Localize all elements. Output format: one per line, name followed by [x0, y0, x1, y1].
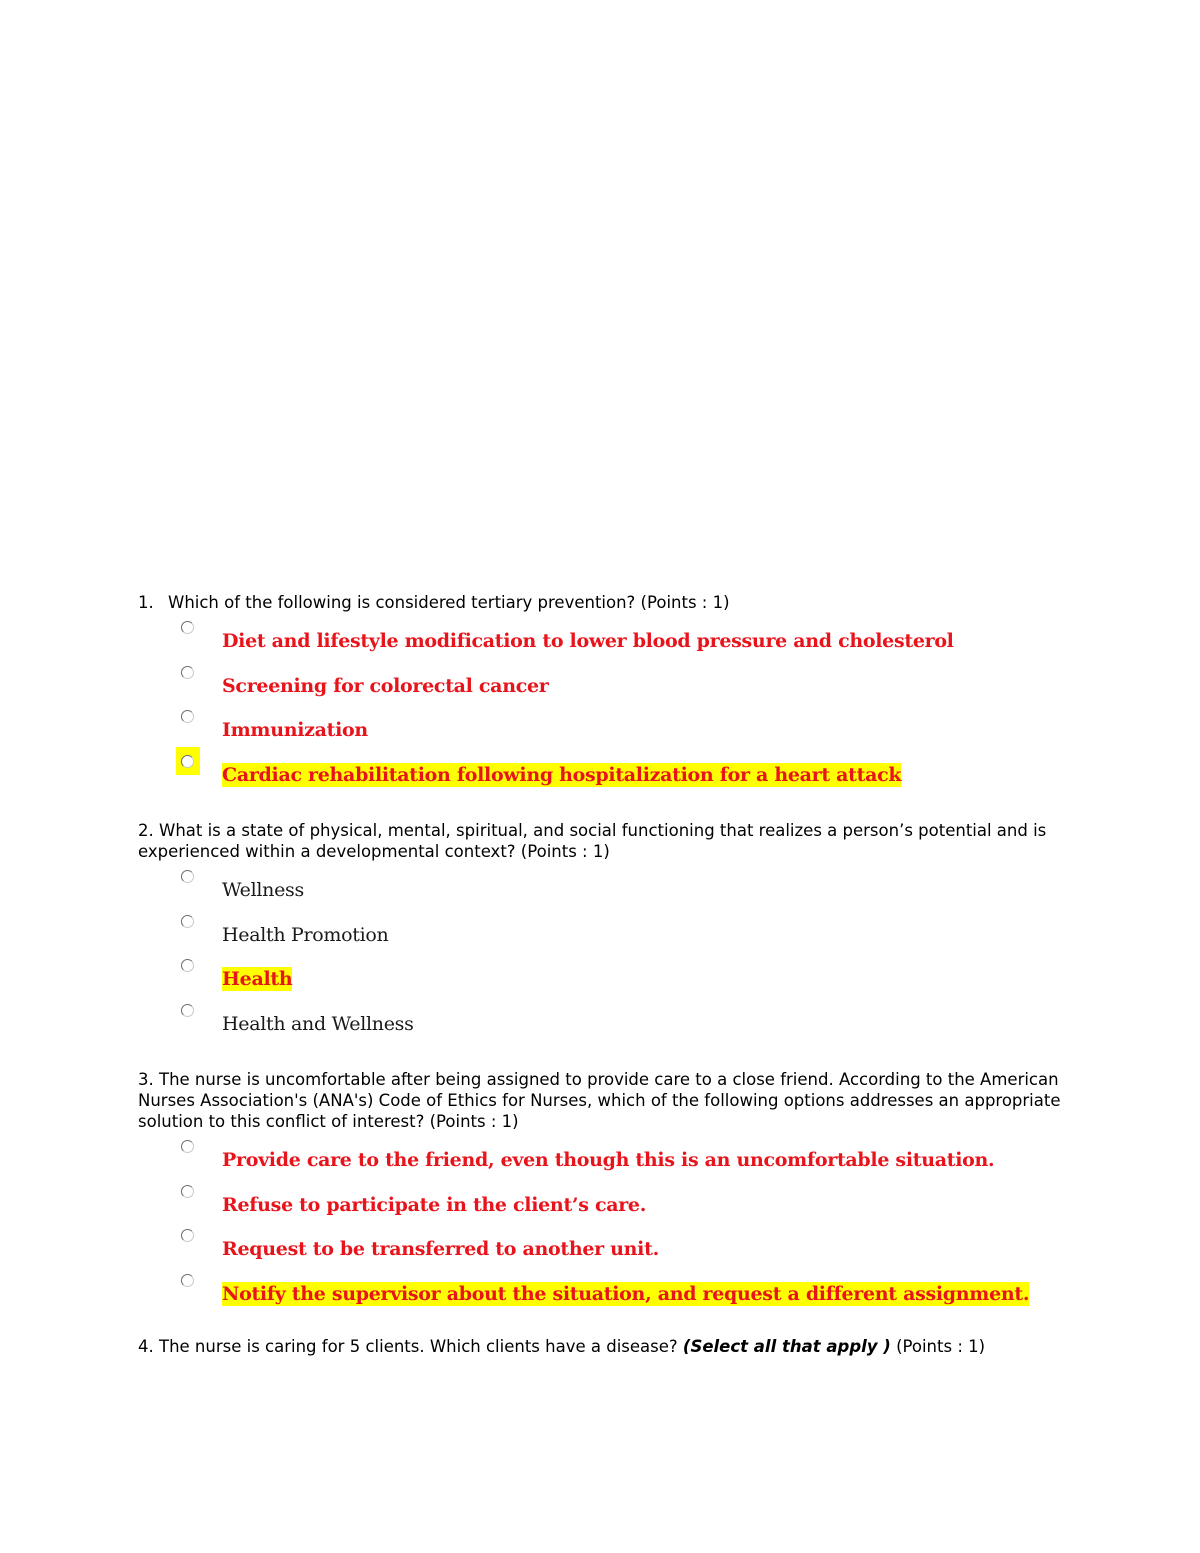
question-1-text [138, 592, 1068, 613]
option-label: Immunization [222, 719, 368, 741]
question-3-options [138, 1140, 1068, 1318]
question-4-prompt: The nurse is caring for 5 clients. Which clients have a disease? [159, 1337, 678, 1356]
option-label: Wellness [222, 879, 304, 901]
question-1-prompt: Which of the following is considered tertiary prevention? (Points : 1) [168, 593, 730, 612]
option-label: Health and Wellness [222, 1012, 414, 1035]
select-all-note: (Select all that apply ) [682, 1337, 891, 1356]
option-1c[interactable] [138, 710, 1068, 755]
question-2-number: 2. [138, 821, 154, 840]
option-1a[interactable] [138, 621, 1068, 666]
question-4-number: 4. [138, 1337, 154, 1356]
question-4-text [138, 1336, 1068, 1357]
radio-button[interactable] [181, 870, 194, 883]
option-2b[interactable] [138, 915, 1068, 960]
question-2-text [138, 820, 1068, 862]
radio-button[interactable] [181, 1140, 194, 1153]
option-label: Refuse to participate in the client’s care. [222, 1193, 647, 1216]
radio-button[interactable] [181, 666, 194, 679]
option-3c[interactable] [138, 1229, 1068, 1274]
question-1-number: 1. [138, 593, 154, 612]
option-1b[interactable] [138, 666, 1068, 711]
option-3d[interactable] [138, 1274, 1068, 1319]
radio-button[interactable] [181, 1004, 194, 1017]
option-label-highlighted: Notify the supervisor about the situation, and request a different assignment. [222, 1282, 1030, 1305]
radio-button[interactable] [181, 710, 194, 723]
question-2-prompt: What is a state of physical, mental, spiritual, and social functioning that realizes a person’s potential and is experienced within a developmental context? (Points : 1) [138, 821, 1047, 861]
question-3 [138, 1069, 1068, 1318]
question-4 [138, 1336, 1068, 1357]
radio-button[interactable] [181, 959, 194, 972]
question-4-points: (Points : 1) [896, 1337, 986, 1356]
quiz-content [138, 592, 1068, 1357]
option-label: Screening for colorectal cancer [222, 674, 549, 697]
option-label: Provide care to the friend, even though this is an uncomfortable situation. [222, 1149, 995, 1171]
question-2-options [138, 870, 1068, 1048]
question-1-options [138, 621, 1068, 799]
option-2a[interactable] [138, 870, 1068, 915]
option-1d[interactable] [138, 755, 1068, 800]
option-label-highlighted: Health [222, 968, 293, 990]
option-2c[interactable] [138, 959, 1068, 1004]
question-3-text [138, 1069, 1068, 1132]
radio-button[interactable] [181, 621, 194, 634]
question-1 [138, 592, 1068, 799]
radio-button[interactable] [181, 755, 194, 768]
question-3-number: 3. [138, 1070, 154, 1089]
radio-button[interactable] [181, 1185, 194, 1198]
radio-button[interactable] [181, 915, 194, 928]
radio-button[interactable] [181, 1274, 194, 1287]
option-label: Diet and lifestyle modification to lower blood pressure and cholesterol [222, 630, 954, 652]
option-2d[interactable] [138, 1004, 1068, 1049]
option-label: Request to be transferred to another unit. [222, 1238, 659, 1260]
option-label-highlighted: Cardiac rehabilitation following hospitalization for a heart attack [222, 763, 902, 786]
question-2 [138, 820, 1068, 1048]
radio-button[interactable] [181, 1229, 194, 1242]
option-3a[interactable] [138, 1140, 1068, 1185]
option-label: Health Promotion [222, 923, 389, 946]
question-3-prompt: The nurse is uncomfortable after being assigned to provide care to a close friend. According to the American Nurses Association's (ANA's) Code of Ethics for Nurses, which of the following options addresses an appropriate solution to this conflict of interest? (Points : 1) [138, 1070, 1061, 1131]
option-3b[interactable] [138, 1185, 1068, 1230]
